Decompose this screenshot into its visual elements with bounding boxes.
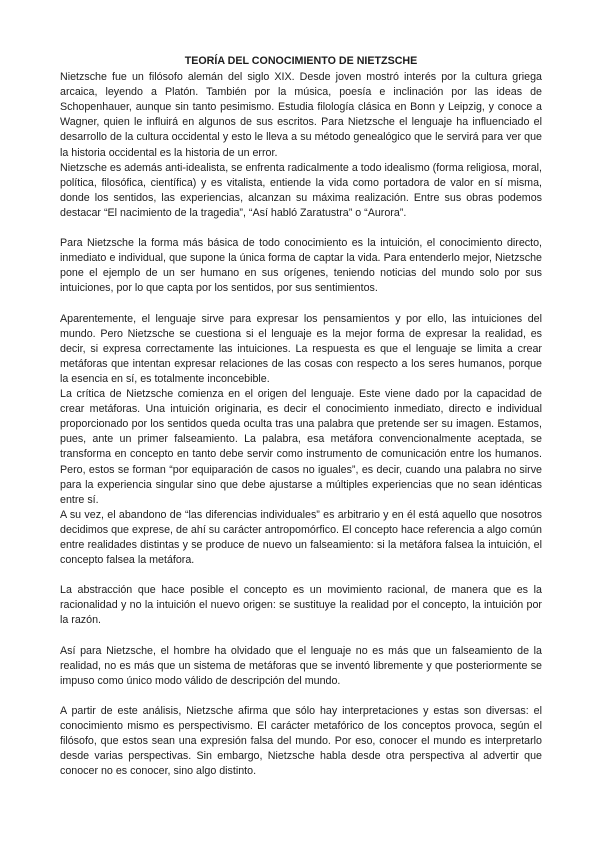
paragraph-language: Aparentemente, el lenguaje sirve para expresar los pensamientos y por ello, las intuiciones del mundo. Pero Nietzsche se cuestiona si el lenguaje es la mejor forma de expresar la realidad, es decir, si expresa correctamente las intuiciones. La respuesta es que el lenguaje se limita a crear metáforas que intentan expresar relaciones de las cosas con respecto a los seres humanos, porque la esencia en sí, es totalmente inconcebible. — [60, 312, 542, 385]
paragraph-abstraction: La abstracción que hace posible el concepto es un movimiento racional, de manera que es la racionalidad y no la intuición el nuevo origen: se sustituye la realidad por el concepto, la intuición por la razón. — [60, 584, 542, 627]
paragraph-concept: A su vez, el abandono de “las diferencias individuales” es arbitrario y en él está aquello que nosotros decidimos que exprese, de ahí su carácter antropomórfico. El concepto hace referencia a algo común entre realidades distintas y se produce de nuevo un falseamiento: si la metáfora falsea la intuición, el concepto falsea la metáfora. — [60, 508, 542, 567]
paragraph-spacer — [60, 568, 542, 583]
document-title: TEORÍA DEL CONOCIMIENTO DE NIETZSCHE — [184, 55, 418, 67]
paragraph-anti-idealism: Nietzsche es además anti-idealista, se enfrenta radicalmente a todo idealismo (forma religiosa, moral, política, filosófica, científica) y es vitalista, entiende la vida como portadora de valor en sí misma, donde los sentidos, las experiencias, alcanzan su máxima realización. Entre sus obras podemos destacar “El nacimiento de la tragedia”, “Así habló Zaratustra” o “Aurora”. — [60, 161, 542, 219]
paragraph-intro: Nietzsche fue un filósofo alemán del siglo XIX. Desde joven mostró interés por la cultura griega arcaica, leyendo a Platón. También por la música, poesía e inclinación por las ideas de Schopenhauer, aunque sin tanto pesimismo. Estudia filología clásica en Bonn y Leipzig, y conoce a Wagner, quien le influirá en algunos de sus escritos. Para Nietzsche el lenguaje ha influenciado el desarrollo de la cultura occidental y esto le lleva a su método genealógico que le servirá para ver que la historia occidental es la historia de un error. — [60, 71, 542, 159]
paragraph-intuition: Para Nietzsche la forma más básica de todo conocimiento es la intuición, el conocimiento directo, inmediato e individual, que supone la única forma de captar la vida. Para entenderlo mejor, Nietzsche pone el ejemplo de un ser humano en sus orígenes, teniendo noticias del mundo solo por sus intuiciones, por lo que capta por los sentidos, por sus sentimientos. — [60, 237, 542, 295]
paragraph-spacer — [60, 689, 542, 704]
paragraph-perspectivism: A partir de este análisis, Nietzsche afirma que sólo hay interpretaciones y estas son diversas: el conocimiento mismo es perspectivismo. El carácter metafórico de los conceptos provoca, según el filósofo, que estos sean una expresión falsa del mundo. Por eso, conocer el mundo es interpretarlo desde varias perspectivas. Sin embargo, Nietzsche habla desde otra perspectiva al advertir que conocer no es conocer, sino algo distinto. — [60, 705, 542, 778]
paragraph-spacer — [60, 221, 542, 236]
document-body — [60, 54, 542, 780]
paragraph-spacer — [60, 297, 542, 312]
paragraph-forgetting: Así para Nietzsche, el hombre ha olvidado que el lenguaje no es más que un falseamiento de la realidad, no es más que un sistema de metáforas que se inventó libremente y que posteriormente se impuso como único modo válido de descripción del mundo. — [60, 644, 542, 687]
paragraph-critique: La crítica de Nietzsche comienza en el origen del lenguaje. Este viene dado por la capacidad de crear metáforas. Una intuición originaria, es decir el conocimiento inmediato, directo e individual proporcionado por los sentidos queda oculta tras una palabra que pretende ser su imagen. Estamos, pues, ante un primer falseamiento. La palabra, esa metáfora convencionalmente aceptada, se transforma en concepto en tanto debe servir como instrumento de comunicación entre los humanos. Pero, estos se forman “por equiparación de casos no iguales”, es decir, cuando una palabra no sirve para la experiencia singular sino que debe ajustarse a múltiples experiencias que no sean idénticas entre sí. — [60, 388, 542, 506]
paragraph-spacer — [60, 629, 542, 644]
